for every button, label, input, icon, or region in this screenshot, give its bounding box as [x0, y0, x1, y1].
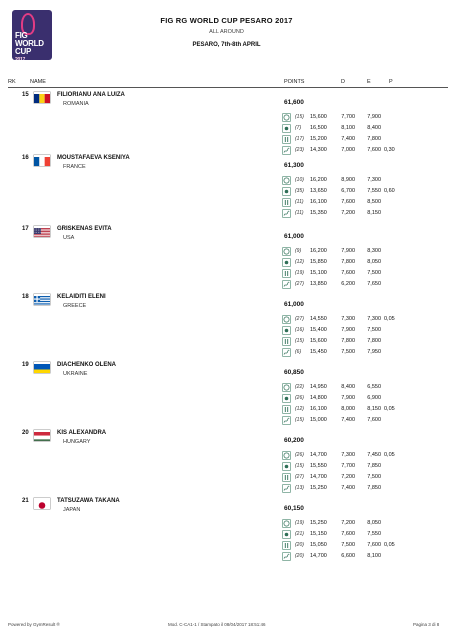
clubs-icon — [282, 473, 291, 482]
apparatus-score: 15,200 — [310, 136, 327, 142]
apparatus-score: 14,800 — [310, 395, 327, 401]
apparatus-score: 15,250 — [310, 485, 327, 491]
apparatus-row — [0, 209, 453, 219]
ball-icon — [282, 462, 291, 471]
difficulty-score: 6,600 — [341, 553, 355, 559]
apparatus-rank: (27) — [295, 281, 304, 287]
column-header-e: E — [367, 79, 371, 85]
apparatus-row — [0, 519, 453, 529]
athlete-name: FILIORIANU ANA LUIZA — [57, 92, 125, 98]
execution-score: 7,300 — [367, 316, 381, 322]
athlete-nation: GREECE — [63, 303, 87, 309]
column-header-name: NAME — [30, 79, 46, 85]
execution-score: 7,300 — [367, 177, 381, 183]
athlete-rank: 21 — [22, 498, 29, 504]
clubs-icon — [282, 405, 291, 414]
ribbon-icon — [282, 552, 291, 561]
apparatus-rank: (27) — [295, 316, 304, 322]
apparatus-rank: (26) — [295, 452, 304, 458]
apparatus-rank: (12) — [295, 406, 304, 412]
hoop-icon — [282, 315, 291, 324]
execution-score: 7,500 — [367, 270, 381, 276]
apparatus-row — [0, 484, 453, 494]
clubs-icon — [282, 135, 291, 144]
apparatus-row — [0, 176, 453, 186]
apparatus-score: 15,400 — [310, 327, 327, 333]
apparatus-row — [0, 530, 453, 540]
apparatus-rank: (23) — [295, 147, 304, 153]
difficulty-score: 8,900 — [341, 177, 355, 183]
apparatus-score: 16,200 — [310, 248, 327, 254]
athlete-rank: 20 — [22, 430, 29, 436]
apparatus-rank: (27) — [295, 474, 304, 480]
apparatus-score: 13,650 — [310, 188, 327, 194]
athlete-nation: ROMANIA — [63, 101, 89, 107]
apparatus-score: 15,850 — [310, 259, 327, 265]
apparatus-row — [0, 198, 453, 208]
column-header-points: POINTS — [284, 79, 305, 85]
penalty-score: 0,05 — [384, 542, 395, 548]
athlete-rank: 17 — [22, 226, 29, 232]
execution-score: 7,800 — [367, 338, 381, 344]
apparatus-rank: (16) — [295, 327, 304, 333]
athlete-total-points: 60,200 — [284, 437, 304, 444]
athlete-name: DIACHENKO OLENA — [57, 362, 117, 368]
athlete-name: KIS ALEXANDRA — [57, 430, 107, 436]
difficulty-score: 7,300 — [341, 316, 355, 322]
difficulty-score: 7,800 — [341, 259, 355, 265]
difficulty-score: 8,000 — [341, 406, 355, 412]
athlete-nation: JAPAN — [63, 507, 81, 513]
page-subtitle: ALL AROUND — [209, 29, 244, 35]
execution-score: 7,500 — [367, 327, 381, 333]
execution-score: 8,150 — [367, 210, 381, 216]
hoop-icon — [282, 519, 291, 528]
difficulty-score: 7,800 — [341, 338, 355, 344]
difficulty-score: 8,100 — [341, 125, 355, 131]
athlete-total-points: 61,300 — [284, 162, 304, 169]
clubs-icon — [282, 269, 291, 278]
athlete-nation: FRANCE — [63, 164, 86, 170]
apparatus-score: 15,150 — [310, 531, 327, 537]
difficulty-score: 8,400 — [341, 384, 355, 390]
apparatus-score: 14,700 — [310, 452, 327, 458]
execution-score: 7,900 — [367, 114, 381, 120]
ribbon-icon — [282, 416, 291, 425]
apparatus-rank: (17) — [295, 136, 304, 142]
apparatus-row — [0, 124, 453, 134]
apparatus-row — [0, 280, 453, 290]
footer-print-info: Mod. C-CA1-1 / Stampato il 08/04/2017 18:51:46 — [168, 622, 266, 627]
hoop-icon — [282, 247, 291, 256]
apparatus-rank: (12) — [295, 259, 304, 265]
apparatus-rank: (6) — [295, 349, 302, 355]
athlete-name: KELAIDITI ELENI — [57, 294, 106, 300]
difficulty-score: 7,300 — [341, 452, 355, 458]
athlete-rank: 19 — [22, 362, 29, 368]
apparatus-score: 15,100 — [310, 270, 327, 276]
apparatus-rank: (9) — [295, 248, 302, 254]
execution-score: 8,500 — [367, 199, 381, 205]
athlete-nation: USA — [63, 235, 75, 241]
apparatus-row — [0, 326, 453, 336]
apparatus-row — [0, 315, 453, 325]
apparatus-row — [0, 405, 453, 415]
difficulty-score: 7,600 — [341, 270, 355, 276]
ball-icon — [282, 124, 291, 133]
apparatus-score: 16,500 — [310, 125, 327, 131]
execution-score: 8,050 — [367, 520, 381, 526]
clubs-icon — [282, 337, 291, 346]
apparatus-row — [0, 247, 453, 257]
execution-score: 7,850 — [367, 463, 381, 469]
apparatus-score: 14,700 — [310, 553, 327, 559]
apparatus-rank: (11) — [295, 199, 304, 205]
ball-icon — [282, 187, 291, 196]
column-header-d: D — [341, 79, 345, 85]
difficulty-score: 7,500 — [341, 349, 355, 355]
flag-gre-icon — [34, 294, 50, 305]
apparatus-rank: (26) — [295, 395, 304, 401]
apparatus-score: 15,450 — [310, 349, 327, 355]
apparatus-row — [0, 473, 453, 483]
hoop-icon — [282, 451, 291, 460]
athlete-name: GRISKENAS EVITA — [57, 226, 112, 232]
apparatus-row — [0, 187, 453, 197]
apparatus-score: 15,350 — [310, 210, 327, 216]
execution-score: 8,050 — [367, 259, 381, 265]
apparatus-score: 15,600 — [310, 338, 327, 344]
execution-score: 7,600 — [367, 417, 381, 423]
apparatus-row — [0, 383, 453, 393]
apparatus-row — [0, 552, 453, 562]
apparatus-score: 13,850 — [310, 281, 327, 287]
clubs-icon — [282, 541, 291, 550]
apparatus-score: 15,250 — [310, 520, 327, 526]
execution-score: 7,550 — [367, 531, 381, 537]
execution-score: 6,900 — [367, 395, 381, 401]
apparatus-rank: (35) — [295, 188, 304, 194]
apparatus-score: 15,600 — [310, 114, 327, 120]
apparatus-row — [0, 451, 453, 461]
header-divider — [8, 87, 448, 88]
apparatus-row — [0, 258, 453, 268]
flag-rou-icon — [34, 92, 50, 103]
apparatus-rank: (10) — [295, 177, 304, 183]
athlete-total-points: 61,000 — [284, 301, 304, 308]
difficulty-score: 7,500 — [341, 542, 355, 548]
apparatus-row — [0, 113, 453, 123]
apparatus-row — [0, 269, 453, 279]
ribbon-icon — [282, 348, 291, 357]
apparatus-score: 16,100 — [310, 199, 327, 205]
flag-usa-icon — [34, 226, 50, 237]
apparatus-score: 16,100 — [310, 406, 327, 412]
execution-score: 8,150 — [367, 406, 381, 412]
athlete-total-points: 61,000 — [284, 233, 304, 240]
penalty-score: 0,60 — [384, 188, 395, 194]
page-title: FIG RG WORLD CUP PESARO 2017 — [160, 16, 293, 25]
clubs-icon — [282, 198, 291, 207]
apparatus-rank: (7) — [295, 125, 302, 131]
difficulty-score: 7,900 — [341, 327, 355, 333]
difficulty-score: 7,700 — [341, 463, 355, 469]
execution-score: 7,850 — [367, 485, 381, 491]
difficulty-score: 7,200 — [341, 210, 355, 216]
athlete-name: TATSUZAWA TAKANA — [57, 498, 120, 504]
execution-score: 7,450 — [367, 452, 381, 458]
apparatus-score: 16,200 — [310, 177, 327, 183]
hoop-icon — [282, 176, 291, 185]
apparatus-row — [0, 416, 453, 426]
execution-score: 7,950 — [367, 349, 381, 355]
difficulty-score: 7,600 — [341, 531, 355, 537]
logo-line1: FIG — [15, 31, 28, 40]
apparatus-score: 14,700 — [310, 474, 327, 480]
execution-score: 7,600 — [367, 542, 381, 548]
execution-score: 8,300 — [367, 248, 381, 254]
apparatus-row — [0, 348, 453, 358]
difficulty-score: 7,600 — [341, 199, 355, 205]
difficulty-score: 7,200 — [341, 520, 355, 526]
ball-icon — [282, 258, 291, 267]
logo-line2: WORLD — [15, 39, 44, 48]
execution-score: 7,600 — [367, 147, 381, 153]
apparatus-rank: (15) — [295, 114, 304, 120]
difficulty-score: 7,900 — [341, 248, 355, 254]
athlete-rank: 16 — [22, 155, 29, 161]
flag-hun-icon — [34, 430, 50, 441]
hoop-icon — [282, 383, 291, 392]
apparatus-rank: (22) — [295, 384, 304, 390]
apparatus-rank: (19) — [295, 520, 304, 526]
execution-score: 7,500 — [367, 474, 381, 480]
column-header-p: P — [389, 79, 393, 85]
apparatus-score: 14,300 — [310, 147, 327, 153]
logo-year: 2017 — [15, 57, 25, 60]
apparatus-row — [0, 462, 453, 472]
athlete-nation: HUNGARY — [63, 439, 91, 445]
difficulty-score: 6,200 — [341, 281, 355, 287]
flag-jpn-icon — [34, 498, 50, 509]
execution-score: 8,400 — [367, 125, 381, 131]
ball-icon — [282, 530, 291, 539]
apparatus-rank: (21) — [295, 531, 304, 537]
apparatus-score: 14,550 — [310, 316, 327, 322]
apparatus-rank: (15) — [295, 417, 304, 423]
logo-line3: CUP — [15, 47, 31, 56]
difficulty-score: 7,400 — [341, 136, 355, 142]
execution-score: 6,550 — [367, 384, 381, 390]
apparatus-score: 15,550 — [310, 463, 327, 469]
execution-score: 7,650 — [367, 281, 381, 287]
difficulty-score: 7,200 — [341, 474, 355, 480]
apparatus-score: 15,000 — [310, 417, 327, 423]
apparatus-score: 15,050 — [310, 542, 327, 548]
execution-score: 7,800 — [367, 136, 381, 142]
apparatus-score: 14,950 — [310, 384, 327, 390]
difficulty-score: 7,000 — [341, 147, 355, 153]
difficulty-score: 6,700 — [341, 188, 355, 194]
penalty-score: 0,30 — [384, 147, 395, 153]
difficulty-score: 7,900 — [341, 395, 355, 401]
apparatus-rank: (20) — [295, 553, 304, 559]
ribbon-icon — [282, 146, 291, 155]
ribbon-icon — [282, 209, 291, 218]
athlete-rank: 18 — [22, 294, 29, 300]
ribbon-icon — [282, 280, 291, 289]
athlete-nation: UKRAINE — [63, 371, 88, 377]
apparatus-rank: (13) — [295, 485, 304, 491]
difficulty-score: 7,700 — [341, 114, 355, 120]
apparatus-rank: (19) — [295, 270, 304, 276]
apparatus-row — [0, 337, 453, 347]
event-dates: PESARO, 7th-8th APRIL — [192, 42, 261, 48]
footer-page-number: Pagina 3 di 8 — [413, 622, 440, 627]
ball-icon — [282, 326, 291, 335]
flag-fra-icon — [34, 155, 50, 166]
difficulty-score: 7,400 — [341, 417, 355, 423]
athlete-rank: 15 — [22, 92, 29, 98]
apparatus-rank: (15) — [295, 463, 304, 469]
apparatus-rank: (11) — [295, 210, 304, 216]
penalty-score: 0,05 — [384, 406, 395, 412]
difficulty-score: 7,400 — [341, 485, 355, 491]
athlete-name: MOUSTAFAEVA KSENIYA — [57, 155, 130, 161]
hoop-icon — [282, 113, 291, 122]
penalty-score: 0,05 — [384, 452, 395, 458]
ball-icon — [282, 394, 291, 403]
ribbon-icon — [282, 484, 291, 493]
athlete-total-points: 60,150 — [284, 505, 304, 512]
athlete-total-points: 61,600 — [284, 99, 304, 106]
apparatus-rank: (20) — [295, 542, 304, 548]
athlete-total-points: 60,850 — [284, 369, 304, 376]
flag-ukr-icon — [34, 362, 50, 373]
apparatus-row — [0, 541, 453, 551]
execution-score: 7,550 — [367, 188, 381, 194]
column-header-rk: RK — [8, 79, 16, 85]
apparatus-row — [0, 135, 453, 145]
penalty-score: 0,05 — [384, 316, 395, 322]
footer-powered-by: Powered by GymResult ® — [8, 622, 60, 627]
apparatus-rank: (15) — [295, 338, 304, 344]
apparatus-row — [0, 394, 453, 404]
execution-score: 8,100 — [367, 553, 381, 559]
